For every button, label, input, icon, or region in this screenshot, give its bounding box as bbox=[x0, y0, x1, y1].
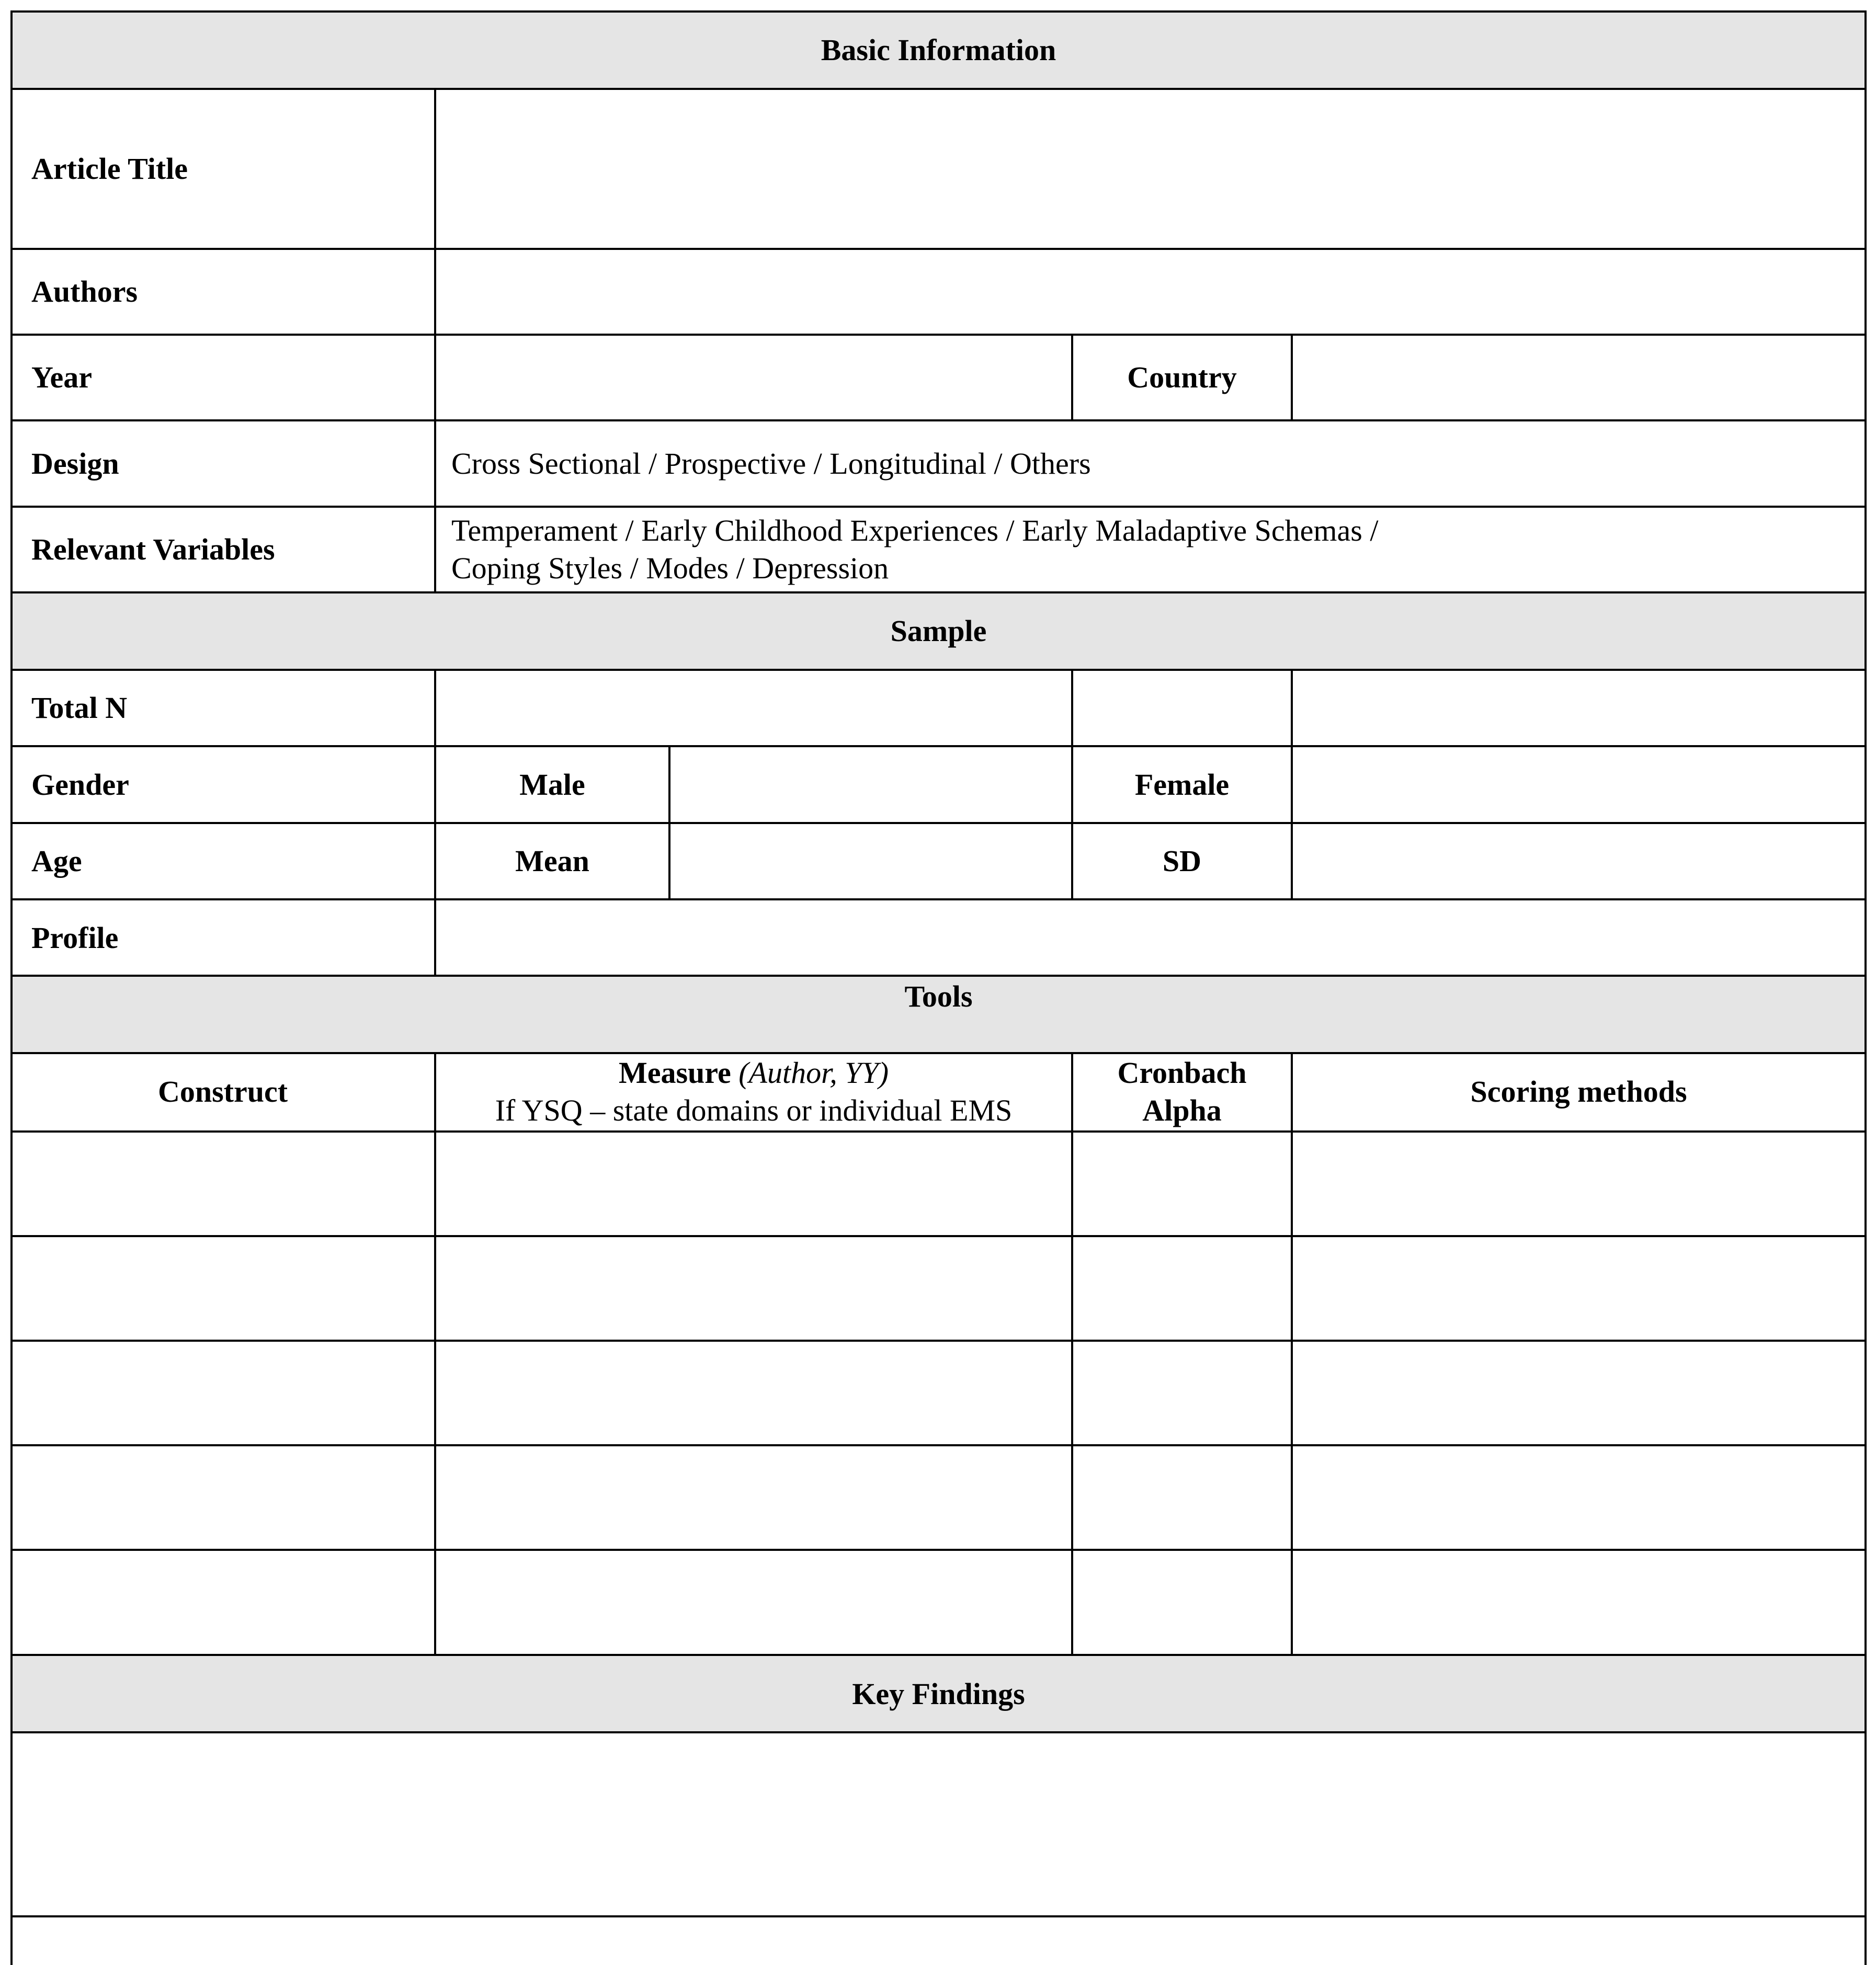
profile-label: Profile bbox=[31, 921, 119, 955]
grid-line bbox=[10, 591, 1867, 593]
grid-line bbox=[10, 10, 1867, 13]
grid-line bbox=[10, 1731, 1867, 1733]
construct-column-header: Construct bbox=[157, 1075, 288, 1109]
tools-table-row[interactable] bbox=[12, 1342, 1864, 1445]
country-label: Country bbox=[1127, 360, 1237, 394]
gender-label: Gender bbox=[31, 768, 129, 802]
country-field[interactable] bbox=[1293, 336, 1864, 419]
key-findings-field[interactable] bbox=[12, 1733, 1864, 1915]
scoring-methods-column-header: Scoring methods bbox=[1470, 1075, 1687, 1109]
grid-line bbox=[10, 334, 1867, 336]
grid-line bbox=[1291, 669, 1293, 900]
measure-header-instruction: If YSQ – state domains or individual EMS bbox=[495, 1093, 1013, 1127]
grid-line bbox=[10, 419, 1867, 421]
total-n-extra-field-2[interactable] bbox=[1293, 671, 1864, 745]
sd-label: SD bbox=[1162, 844, 1202, 878]
key-findings-heading: Key Findings bbox=[852, 1677, 1025, 1711]
grid-line bbox=[10, 898, 1867, 900]
sample-heading: Sample bbox=[890, 614, 987, 648]
year-field[interactable] bbox=[436, 336, 1071, 419]
relevant-variables-line-2: Coping Styles / Modes / Depression bbox=[451, 551, 889, 585]
authors-field[interactable] bbox=[436, 250, 1864, 334]
grid-line bbox=[10, 1444, 1867, 1446]
grid-line bbox=[10, 822, 1867, 824]
tools-table-row[interactable] bbox=[12, 1237, 1864, 1341]
grid-line bbox=[434, 88, 436, 593]
age-label: Age bbox=[31, 844, 82, 878]
grid-line bbox=[10, 88, 1867, 90]
female-count-field[interactable] bbox=[1293, 747, 1864, 821]
profile-field[interactable] bbox=[436, 900, 1864, 976]
grid-line bbox=[10, 745, 1867, 747]
grid-line bbox=[10, 1130, 1867, 1133]
design-label: Design bbox=[31, 447, 119, 481]
age-mean-field[interactable] bbox=[670, 824, 1071, 898]
male-label: Male bbox=[519, 768, 585, 802]
basic-information-heading: Basic Information bbox=[821, 33, 1056, 67]
grid-line bbox=[668, 745, 670, 900]
total-n-label: Total N bbox=[31, 691, 128, 725]
mean-label: Mean bbox=[515, 844, 589, 878]
grid-line bbox=[434, 669, 436, 977]
grid-line bbox=[10, 248, 1867, 250]
design-options: Cross Sectional / Prospective / Longitudinal / Others bbox=[451, 447, 1091, 481]
cronbach-header-line-2: Alpha bbox=[1142, 1093, 1222, 1127]
grid-line bbox=[10, 506, 1867, 508]
female-label: Female bbox=[1134, 768, 1230, 802]
grid-line bbox=[1291, 334, 1293, 421]
tools-table-row[interactable] bbox=[12, 1551, 1864, 1654]
year-label: Year bbox=[31, 360, 92, 394]
grid-line bbox=[434, 1052, 436, 1656]
relevant-variables-line-1: Temperament / Early Childhood Experiences / Early Maladaptive Schemas / bbox=[451, 513, 1379, 547]
grid-line bbox=[10, 975, 1867, 977]
measure-column-header bbox=[436, 1054, 1071, 1092]
total-n-field[interactable] bbox=[436, 671, 1071, 745]
grid-line bbox=[10, 1549, 1867, 1551]
relevant-variables-label: Relevant Variables bbox=[31, 532, 275, 566]
male-count-field[interactable] bbox=[670, 747, 1071, 821]
measure-header-note: (Author, YY) bbox=[738, 1056, 889, 1090]
total-n-extra-field[interactable] bbox=[1073, 671, 1291, 745]
article-title-label: Article Title bbox=[31, 152, 188, 186]
measure-header-label: Measure bbox=[618, 1056, 731, 1090]
grid-line bbox=[10, 1654, 1867, 1656]
authors-label: Authors bbox=[31, 275, 138, 309]
age-sd-field[interactable] bbox=[1293, 824, 1864, 898]
cronbach-header-line-1: Cronbach bbox=[1117, 1056, 1247, 1090]
grid-line bbox=[1291, 1052, 1293, 1656]
grid-line bbox=[1071, 1052, 1073, 1656]
tools-table-row[interactable] bbox=[12, 1133, 1864, 1236]
tools-table-row[interactable] bbox=[12, 1446, 1864, 1550]
article-title-field[interactable] bbox=[436, 90, 1864, 249]
grid-line bbox=[10, 1235, 1867, 1237]
grid-line bbox=[10, 1915, 1867, 1917]
grid-line bbox=[10, 669, 1867, 671]
tools-heading: Tools bbox=[904, 979, 973, 1013]
grid-line bbox=[10, 1340, 1867, 1342]
